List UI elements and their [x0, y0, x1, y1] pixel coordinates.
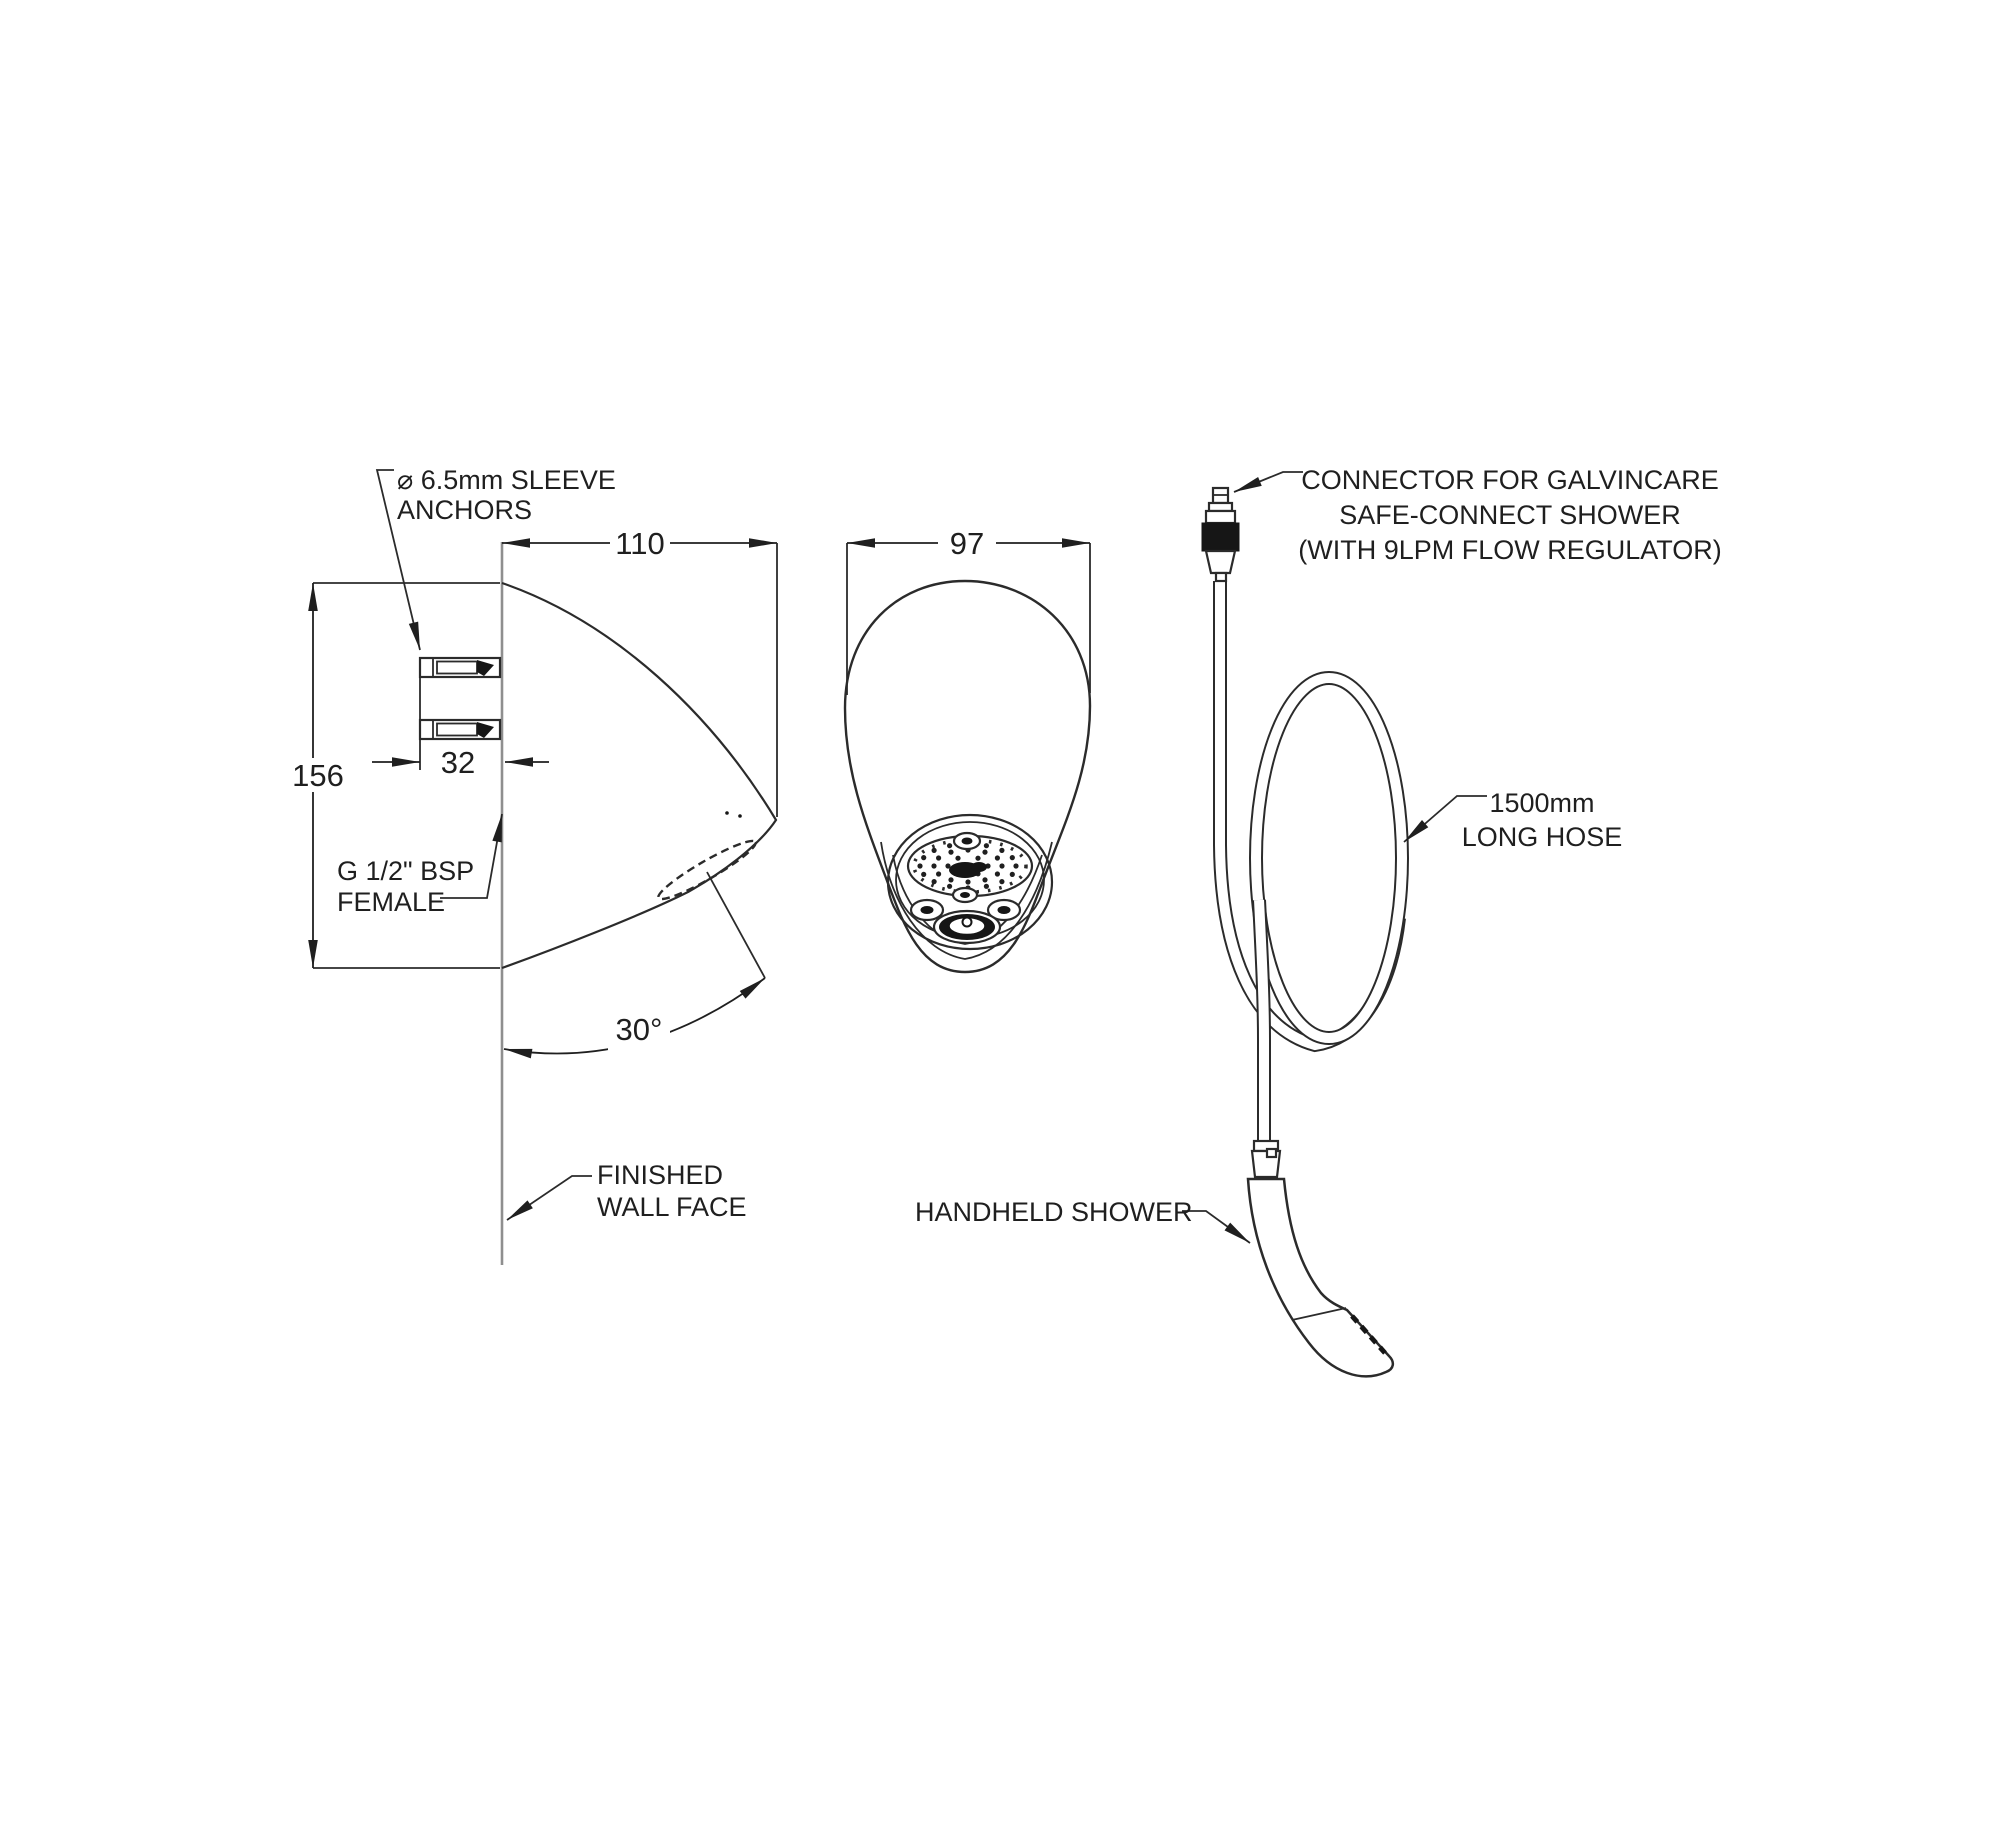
- bottom-nozzle-hole: [960, 892, 970, 898]
- label-finished-wall-face: [507, 1160, 747, 1222]
- safe-connect-connector: [1202, 488, 1239, 581]
- label-inlet: [337, 814, 502, 917]
- sleeve-anchor-bottom: [420, 720, 500, 739]
- dim-30deg-value: 30°: [615, 1012, 663, 1047]
- spray-face-edge: [654, 834, 760, 906]
- label-sleeve-anchors: [377, 465, 616, 650]
- main-lower-nozzle: [934, 911, 1000, 943]
- dim-97-value: 97: [949, 526, 985, 561]
- leader-wall-face: [507, 1176, 592, 1220]
- left-button-hole: [921, 906, 934, 914]
- handpiece-fitting: [1252, 1141, 1280, 1177]
- spray-center-hub-bump: [971, 862, 987, 872]
- dim-32-value: 32: [440, 745, 476, 780]
- sleeve-anchors-line2: ANCHORS: [397, 495, 533, 525]
- connector-grip-band: [1202, 523, 1239, 551]
- connector-line2: SAFE-CONNECT SHOWER: [1339, 500, 1681, 530]
- handheld-shower-text: HANDHELD SHOWER: [915, 1197, 1193, 1227]
- inlet-line2: FEMALE: [337, 887, 446, 917]
- right-button-hole: [998, 906, 1011, 914]
- long-hose-line1: 1500mm: [1489, 788, 1595, 818]
- label-connector: [1234, 465, 1722, 565]
- shower-body-profile: [502, 583, 776, 968]
- inlet-line1: G 1/2" BSP: [337, 856, 475, 886]
- label-handheld-shower: [915, 1197, 1250, 1243]
- sleeve-anchor-top: [420, 658, 500, 677]
- surface-dot: [738, 814, 742, 818]
- label-long-hose: [1404, 788, 1622, 852]
- long-hose-line2: LONG HOSE: [1461, 822, 1623, 852]
- dim-110-value: 110: [615, 526, 665, 561]
- dim-spray-angle-30: [504, 872, 765, 1054]
- connector-line3: (WITH 9LPM FLOW REGULATOR): [1298, 535, 1722, 565]
- handheld-shower-body: [1248, 1179, 1393, 1376]
- wall-face-line1: FINISHED: [597, 1160, 724, 1190]
- dim-156-value: 156: [292, 758, 344, 793]
- connector-line1: CONNECTOR FOR GALVINCARE: [1301, 465, 1719, 495]
- wall-face-line2: WALL FACE: [597, 1192, 747, 1222]
- sleeve-anchors-line1: ⌀ 6.5mm SLEEVE: [397, 465, 616, 495]
- side-view-wall-mounted-shower: [288, 465, 777, 1265]
- shower-hose: [1220, 581, 1402, 1141]
- leader-connector: [1234, 472, 1303, 492]
- top-nozzle-hole: [962, 838, 973, 845]
- surface-dot: [725, 811, 729, 815]
- front-view-shower-head: [845, 526, 1090, 972]
- dim-projection-110: [502, 526, 777, 817]
